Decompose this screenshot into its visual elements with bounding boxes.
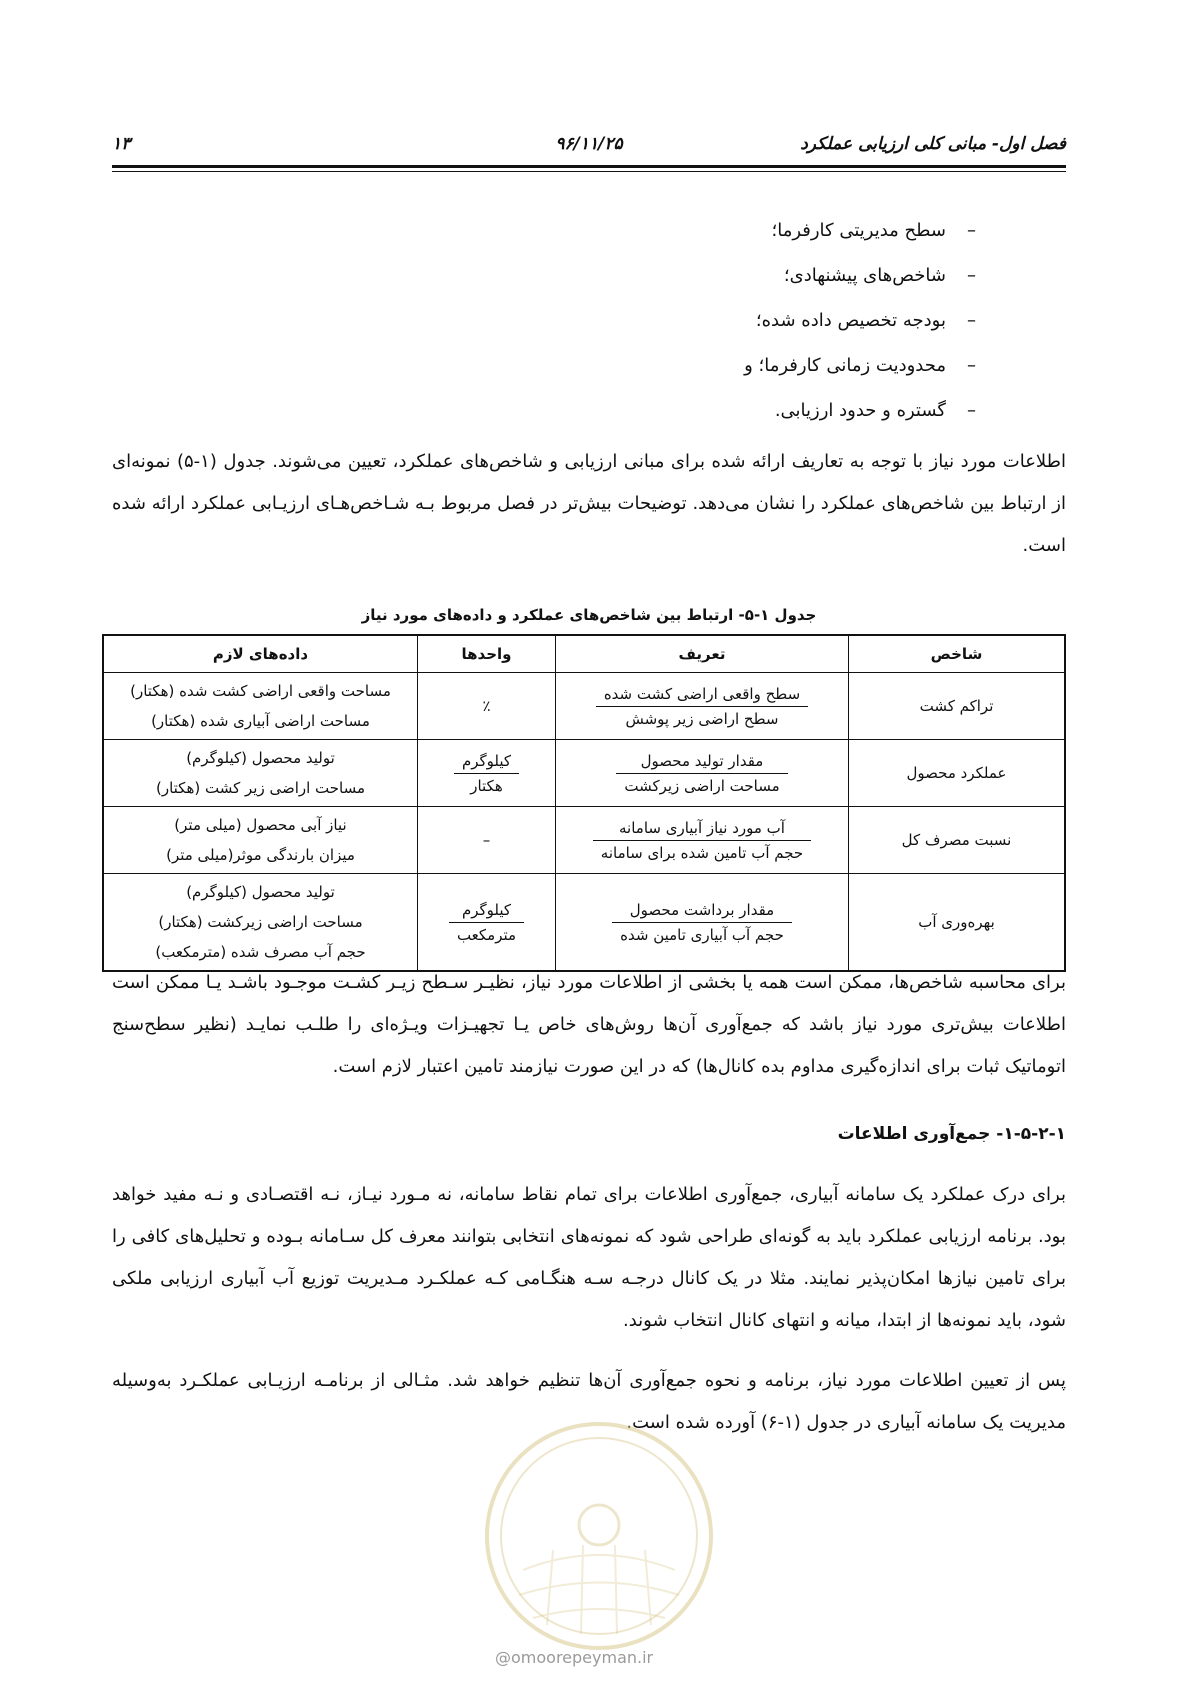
unit-cell: ٪	[418, 673, 556, 740]
indicator-cell: تراکم کشت	[849, 673, 1066, 740]
header-rule-thin	[112, 171, 1066, 172]
unit-fraction: $\frac{\text{کیلوگرم}}{\text{مترمکعب}}$	[449, 899, 524, 946]
bullet-dash: –	[967, 220, 976, 241]
table-header-row	[103, 635, 1065, 673]
definition-cell	[556, 740, 849, 807]
seal-watermark-icon	[483, 1420, 715, 1652]
indicator-cell: بهره‌وری آب	[849, 874, 1066, 972]
list-item: –محدودیت زمانی کارفرما؛ و	[744, 351, 976, 396]
definition-fraction: $\frac{\text{مقدار تولید محصول}}{\text{مساحت اراضی زیرکشت}}$	[616, 750, 787, 797]
page-header	[112, 128, 1066, 168]
definition-cell	[556, 673, 849, 740]
list-item: –بودجه تخصیص داده شده؛	[744, 306, 976, 351]
paragraph: برای درک عملکرد یک سامانه آبیاری، جمع‌آوری اطلاعات برای تمام نقاط سامانه، نه مـورد نیـاز، نـه اقتصـادی و نـه مفید خواهد بود. برنامه ارزیابی عملکرد باید به گونه‌ای طراحی شود که نمونه‌های انتخابی بتوانند معرف کل سـامانه بـوده و تحلیل‌های کافی را برای تامین نیازها امکان‌پذیر نمایند. مثلا در یک کانال درجـه سـه هنگـامی کـه عملکـرد مـدیریت توزیع آب آبیاری ارزیابی ملکی شود، باید نمونه‌ها از ابتدا، میانه و انتهای کانال انتخاب شوند.	[112, 1184, 1066, 1331]
bullet-dash: –	[967, 400, 976, 421]
list-item: –گستره و حدود ارزیابی.	[744, 396, 976, 441]
table-row	[103, 807, 1065, 874]
table-row	[103, 740, 1065, 807]
definition-fraction: $\frac{\text{آب مورد نیاز آبیاری سامانه}}{\text{حجم آب تامین شده برای سامانه}}$	[593, 817, 811, 864]
definition-cell	[556, 874, 849, 972]
website-watermark: @omoorepeyman.ir	[495, 1648, 654, 1667]
column-header: تعریف	[556, 635, 849, 673]
table-row	[103, 874, 1065, 972]
bullet-dash: –	[967, 310, 976, 331]
chapter-title: فصل اول- مبانی کلی ارزیابی عملکرد	[800, 134, 1066, 154]
header-rule-thick	[112, 165, 1066, 168]
list-item: –سطح مدیریتی کارفرما؛	[744, 216, 976, 261]
bullet-list	[744, 216, 976, 441]
required-data-cell: مساحت واقعی اراضی کشت شده (هکتار) مساحت اراضی آبیاری شده (هکتار)	[103, 673, 418, 740]
unit-cell	[418, 740, 556, 807]
column-header: داده‌های لازم	[103, 635, 418, 673]
section-heading: ۱-۵-۲-۱- جمع‌آوری اطلاعات	[837, 1124, 1066, 1144]
bullet-dash: –	[967, 355, 976, 376]
required-data-cell: تولید محصول (کیلوگرم) مساحت اراضی زیر کشت (هکتار)	[103, 740, 418, 807]
unit-cell	[418, 874, 556, 972]
paragraph: برای محاسبه شاخص‌ها، ممکن است همه یا بخشی از اطلاعات مورد نیاز، نظیـر سـطح زیـر کشـت موجـود باشـد یـا ممکن است اطلاعات بیش‌تری مورد نیاز باشد که جمع‌آوری آن‌ها روش‌های خاص یـا تجهیـزات ویـژه‌ای را طلـب نمایـد (نظیر سطح‌سنج اتوماتیک ثبات برای اندازه‌گیری مداوم بده کانال‌ها) که در این صورت نیازمند تامین اعتبار لازم است.	[112, 972, 1066, 1077]
indicator-cell: عملکرد محصول	[849, 740, 1066, 807]
column-header: واحدها	[418, 635, 556, 673]
table-row	[103, 673, 1065, 740]
indicator-cell: نسبت مصرف کل	[849, 807, 1066, 874]
list-item: –شاخص‌های پیشنهادی؛	[744, 261, 976, 306]
required-data-cell: نیاز آبی محصول (میلی متر) میزان بارندگی موثر(میلی متر)	[103, 807, 418, 874]
page-number: ۱۳	[112, 134, 131, 154]
paragraph: پس از تعیین اطلاعات مورد نیاز، برنامه و نحوه جمع‌آوری آن‌ها تنظیم خواهد شد. مثـالی از برنامـه ارزیـابی عملکـرد به‌وسیله مدیریت یک سامانه آبیاری در جدول (۱-۶) آورده شده است.	[112, 1370, 1066, 1433]
table-caption: جدول ۱-۵- ارتباط بین شاخص‌های عملکرد و داده‌های مورد نیاز	[361, 606, 817, 624]
definition-fraction: $\frac{\text{مقدار برداشت محصول}}{\text{حجم آب آبیاری تامین شده}}$	[612, 899, 792, 946]
header-date: ۹۶/۱۱/۲۵	[555, 134, 623, 154]
definition-fraction: $\frac{\text{سطح واقعی اراضی کشت شده}}{\text{سطح اراضی زیر پوشش}}$	[596, 683, 808, 730]
definition-cell	[556, 807, 849, 874]
data-table	[102, 634, 1066, 972]
unit-cell: –	[418, 807, 556, 874]
unit-fraction: $\frac{\text{کیلوگرم}}{\text{هکتار}}$	[454, 750, 519, 797]
required-data-cell: تولید محصول (کیلوگرم) مساحت اراضی زیرکشت (هکتار) حجم آب مصرف شده (مترمکعب)	[103, 874, 418, 972]
column-header: شاخص	[849, 635, 1066, 673]
bullet-dash: –	[967, 265, 976, 286]
paragraph: اطلاعات مورد نیاز با توجه به تعاریف ارائه شده برای مبانی ارزیابی و شاخص‌های عملکرد، تعیین می‌شوند. جدول (۱-۵) نمونه‌ای از ارتباط بین شاخص‌های عملکرد را نشان می‌دهد. توضیحات بیش‌تر در فصل مربوط بـه شـاخص‌هـای ارزیـابی عملکرد ارائه شده است.	[112, 451, 1066, 556]
